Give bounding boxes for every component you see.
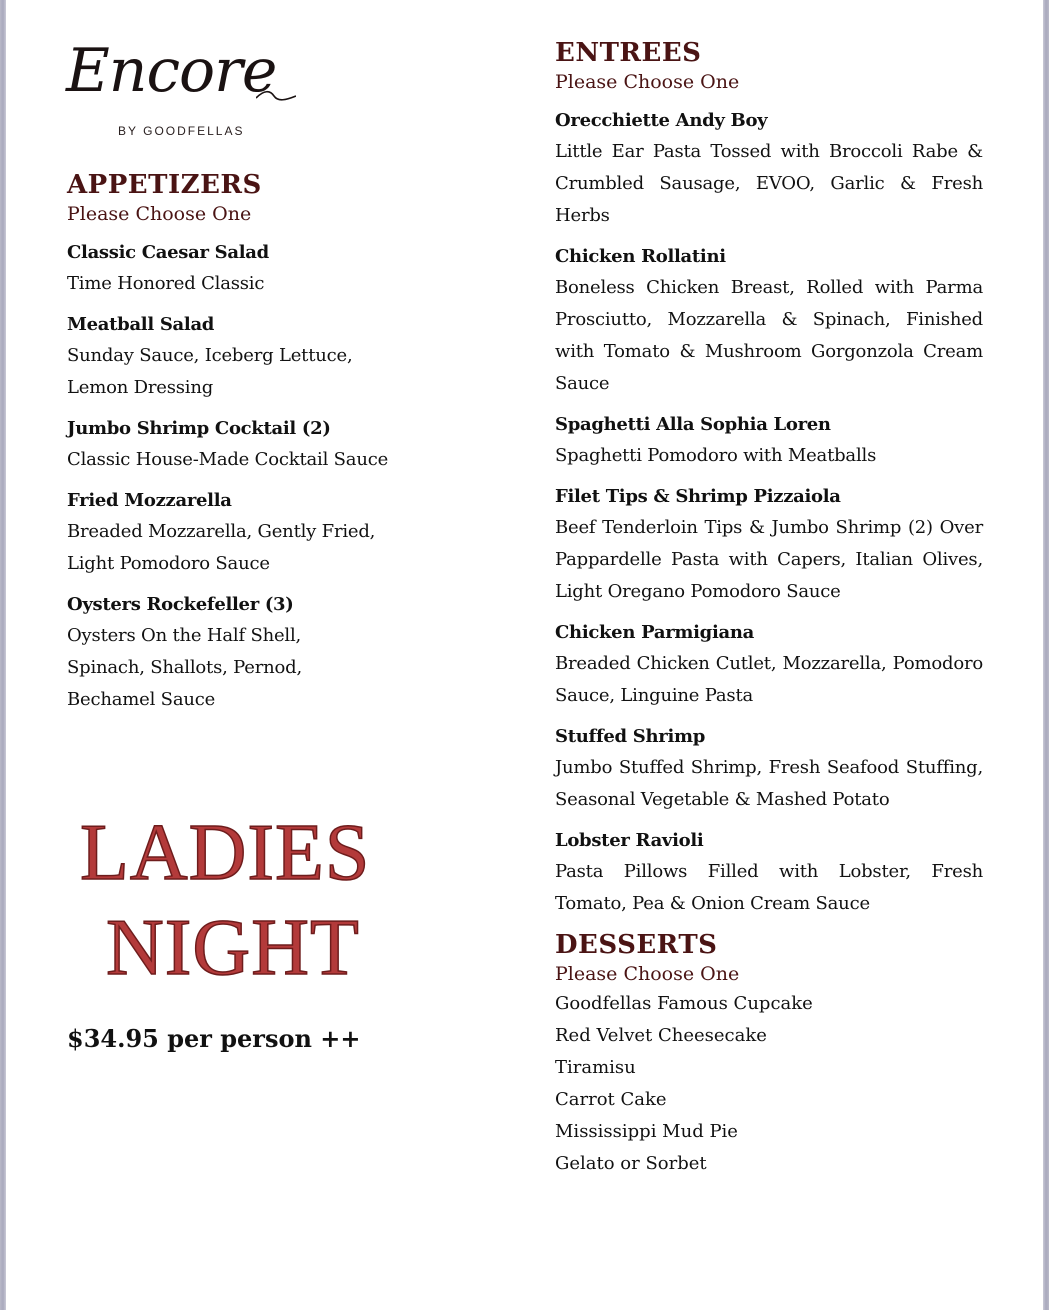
dessert-item: Red Velvet Cheesecake xyxy=(555,1025,767,1046)
desc-line: Light Pomodoro Sauce xyxy=(67,553,270,574)
menu-item xyxy=(67,486,487,580)
desserts-section xyxy=(555,930,983,1180)
desc-line: Classic House-Made Cocktail Sauce xyxy=(67,449,389,470)
price-per-person: $34.95 per person ++ xyxy=(67,1024,361,1053)
desc-line: Time Honored Classic xyxy=(67,273,265,294)
logo-subtitle: BY GOODFELLAS xyxy=(118,124,245,138)
item-name: Fried Mozzarella xyxy=(67,490,232,511)
menu-item xyxy=(67,310,487,404)
menu-item xyxy=(555,618,983,712)
menu-item xyxy=(555,242,983,400)
desserts-title: DESSERTS xyxy=(555,930,718,960)
item-description: Beef Tenderloin Tips & Jumbo Shrimp (2) Over Pappardelle Pasta with Capers, Italian Olives, Light Oregano Pomodoro Sauce xyxy=(555,517,983,602)
item-name: Jumbo Shrimp Cocktail (2) xyxy=(67,418,331,439)
entrees-title: ENTREES xyxy=(555,38,702,68)
restaurant-logo xyxy=(66,36,296,146)
promo-line-1: LADIES xyxy=(80,809,371,897)
ladies-night-banner xyxy=(80,806,390,996)
menu-item xyxy=(555,482,983,608)
promo-line-2: NIGHT xyxy=(106,904,360,992)
item-name: Spaghetti Alla Sophia Loren xyxy=(555,414,831,435)
item-name: Classic Caesar Salad xyxy=(67,242,269,263)
menu-item xyxy=(555,722,983,816)
appetizers-title: APPETIZERS xyxy=(67,170,262,200)
dessert-item: Goodfellas Famous Cupcake xyxy=(555,993,813,1014)
menu-item xyxy=(555,106,983,232)
menu-item xyxy=(67,414,487,476)
page-border-right xyxy=(1043,0,1049,1310)
item-description: Pasta Pillows Filled with Lobster, Fresh Tomato, Pea & Onion Cream Sauce xyxy=(555,861,983,914)
item-name: Oysters Rockefeller (3) xyxy=(67,594,294,615)
item-description: Jumbo Stuffed Shrimp, Fresh Seafood Stuffing, Seasonal Vegetable & Mashed Potato xyxy=(555,757,983,810)
item-description: Little Ear Pasta Tossed with Broccoli Rabe & Crumbled Sausage, EVOO, Garlic & Fresh Herbs xyxy=(555,141,983,226)
page-border-left xyxy=(0,0,6,1310)
item-name: Lobster Ravioli xyxy=(555,830,704,851)
item-description: Breaded Chicken Cutlet, Mozzarella, Pomodoro Sauce, Linguine Pasta xyxy=(555,653,983,706)
dessert-list xyxy=(555,988,983,1180)
item-name: Orecchiette Andy Boy xyxy=(555,110,768,131)
item-name: Filet Tips & Shrimp Pizzaiola xyxy=(555,486,841,507)
appetizers-subtitle: Please Choose One xyxy=(67,203,252,225)
item-name: Chicken Rollatini xyxy=(555,246,726,267)
menu-item xyxy=(555,410,983,472)
item-description xyxy=(67,516,487,580)
menu-item xyxy=(555,826,983,920)
item-name: Meatball Salad xyxy=(67,314,215,335)
desc-line: Sunday Sauce, Iceberg Lettuce, xyxy=(67,345,353,366)
item-description: Spaghetti Pomodoro with Meatballs xyxy=(555,445,877,466)
logo-script-text: Encore xyxy=(66,36,277,106)
dessert-item: Carrot Cake xyxy=(555,1089,667,1110)
item-name: Chicken Parmigiana xyxy=(555,622,755,643)
desc-line: Breaded Mozzarella, Gently Fried, xyxy=(67,521,376,542)
dessert-item: Gelato or Sorbet xyxy=(555,1153,707,1174)
desc-line: Bechamel Sauce xyxy=(67,689,216,710)
desserts-subtitle: Please Choose One xyxy=(555,963,740,985)
item-description xyxy=(67,340,487,404)
item-description xyxy=(67,620,487,716)
item-name: Stuffed Shrimp xyxy=(555,726,706,747)
dessert-item: Tiramisu xyxy=(555,1057,636,1078)
desc-line: Spinach, Shallots, Pernod, xyxy=(67,657,303,678)
item-description xyxy=(67,268,487,300)
item-description: Boneless Chicken Breast, Rolled with Parma Prosciutto, Mozzarella & Spinach, Finished with Tomato & Mushroom Gorgonzola Cream Sauce xyxy=(555,277,983,394)
menu-item xyxy=(67,238,487,300)
entrees-section xyxy=(555,38,983,1180)
logo-swash-icon xyxy=(256,86,296,106)
desc-line: Oysters On the Half Shell, xyxy=(67,625,302,646)
dessert-item: Mississippi Mud Pie xyxy=(555,1121,738,1142)
desc-line: Lemon Dressing xyxy=(67,377,214,398)
appetizers-section xyxy=(67,170,487,726)
item-description xyxy=(67,444,487,476)
menu-item xyxy=(67,590,487,716)
entrees-subtitle: Please Choose One xyxy=(555,71,740,93)
